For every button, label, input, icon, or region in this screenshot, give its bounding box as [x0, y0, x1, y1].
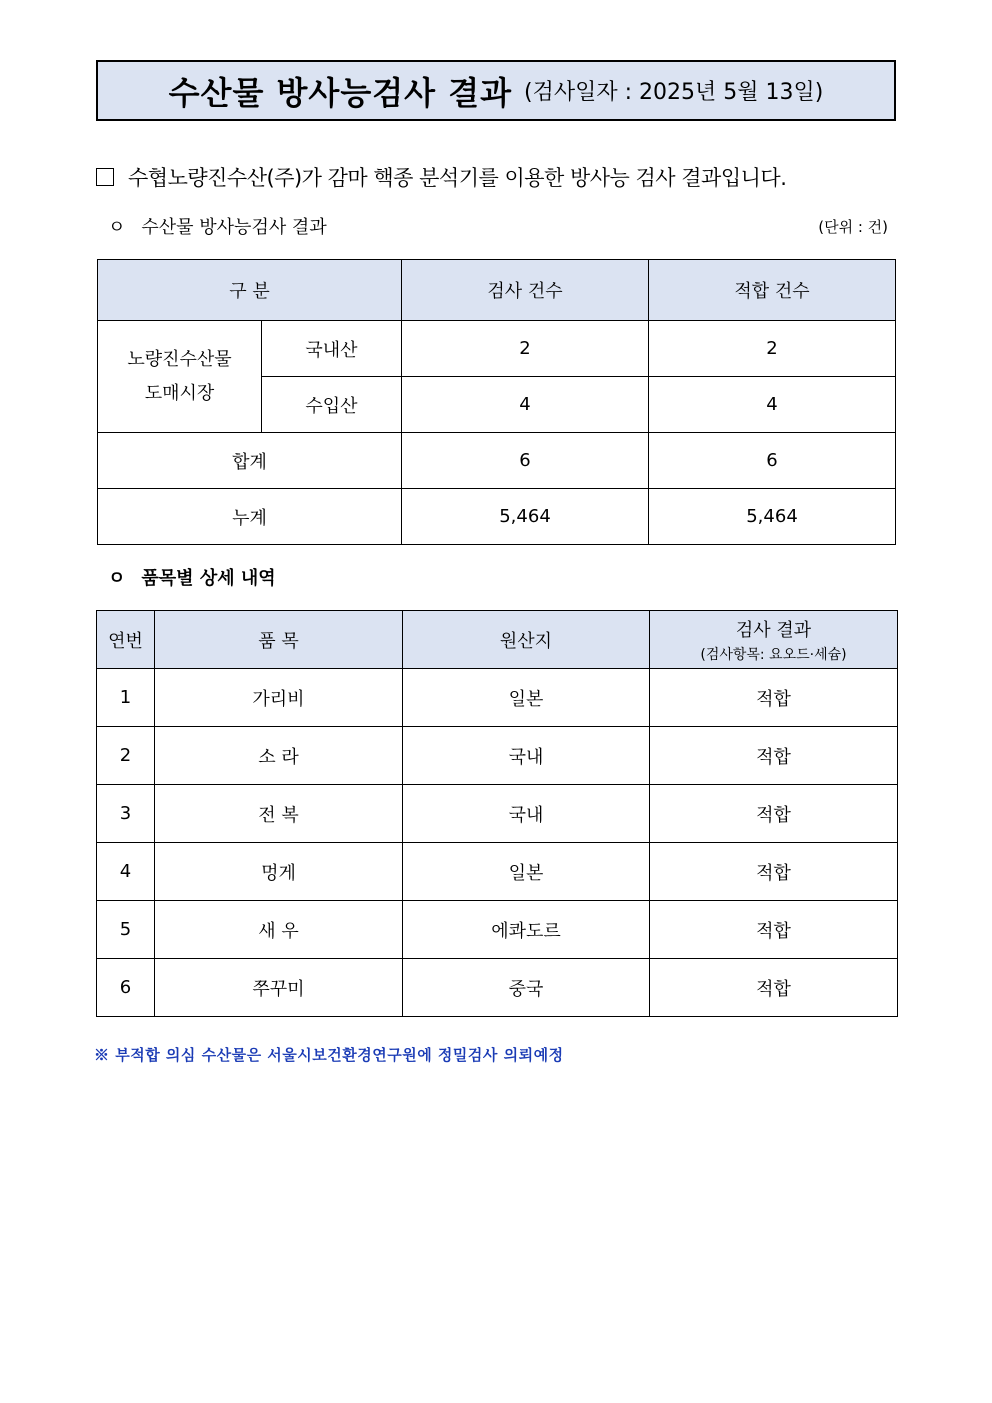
row-label: 수입산	[262, 377, 402, 433]
footnote: ※ 부적합 의심 수산물은 서울시보건환경연구원에 정밀검사 의뢰예정	[94, 1046, 564, 1064]
unit-label: (단위 : 건)	[818, 218, 888, 236]
row-no: 1	[97, 669, 155, 727]
row-label: 국내산	[262, 321, 402, 377]
table-header-row	[97, 611, 898, 669]
section-title: 수산물 방사능검사 결과	[141, 217, 327, 238]
table-row	[97, 843, 898, 901]
intro-line	[96, 162, 786, 192]
section-title: 품목별 상세 내역	[141, 568, 276, 589]
row-result: 적합	[650, 669, 898, 727]
row-result: 적합	[650, 959, 898, 1017]
row-item: 멍게	[155, 843, 403, 901]
row-item: 소 라	[155, 727, 403, 785]
row-origin: 일본	[403, 843, 650, 901]
row-item: 새 우	[155, 901, 403, 959]
page-title: 수산물 방사능검사 결과	[168, 73, 513, 112]
row-item: 전 복	[155, 785, 403, 843]
row-no: 6	[97, 959, 155, 1017]
header-result-label: 검사 결과	[735, 619, 812, 641]
section-heading-details	[108, 564, 276, 590]
header-result	[650, 611, 898, 669]
total-tested: 6	[402, 433, 649, 489]
row-origin: 일본	[403, 669, 650, 727]
intro-text: 수협노량진수산(주)가 감마 핵종 분석기를 이용한 방사능 검사 결과입니다.	[128, 166, 787, 190]
header-result-note: (검사항목: 요오드·세슘)	[700, 646, 847, 663]
passed-count: 2	[649, 321, 896, 377]
header-passed: 적합 건수	[649, 260, 896, 321]
header-no: 연번	[97, 611, 155, 669]
total-passed: 6	[649, 433, 896, 489]
cumulative-row	[98, 489, 896, 545]
tested-count: 2	[402, 321, 649, 377]
row-no: 4	[97, 843, 155, 901]
market-name: 노량진수산물 도매시장	[98, 321, 262, 433]
row-no: 3	[97, 785, 155, 843]
table-row	[97, 669, 898, 727]
detail-table	[96, 610, 898, 1017]
row-item: 쭈꾸미	[155, 959, 403, 1017]
cumulative-passed: 5,464	[649, 489, 896, 545]
row-origin: 에콰도르	[403, 901, 650, 959]
header-category: 구 분	[98, 260, 402, 321]
cumulative-label: 누계	[98, 489, 402, 545]
header-tested: 검사 건수	[402, 260, 649, 321]
row-origin: 국내	[403, 785, 650, 843]
row-origin: 국내	[403, 727, 650, 785]
table-row	[97, 959, 898, 1017]
table-row	[97, 727, 898, 785]
summary-table	[97, 259, 896, 545]
header-item: 품 목	[155, 611, 403, 669]
row-origin: 중국	[403, 959, 650, 1017]
circle-bullet-icon: ㅇ	[108, 217, 126, 238]
total-row	[98, 433, 896, 489]
total-label: 합계	[98, 433, 402, 489]
passed-count: 4	[649, 377, 896, 433]
circle-bullet-icon: ㅇ	[108, 568, 126, 589]
row-no: 2	[97, 727, 155, 785]
row-no: 5	[97, 901, 155, 959]
table-row	[97, 901, 898, 959]
checkbox-icon	[96, 168, 114, 186]
row-result: 적합	[650, 785, 898, 843]
table-header-row	[98, 260, 896, 321]
cumulative-tested: 5,464	[402, 489, 649, 545]
row-result: 적합	[650, 901, 898, 959]
section-heading-results	[108, 213, 327, 239]
inspection-date: (검사일자 : 2025년 5월 13일)	[524, 80, 824, 105]
title-box	[96, 60, 896, 121]
row-result: 적합	[650, 843, 898, 901]
row-item: 가리비	[155, 669, 403, 727]
header-origin: 원산지	[403, 611, 650, 669]
row-result: 적합	[650, 727, 898, 785]
table-row	[98, 321, 896, 377]
table-row	[97, 785, 898, 843]
tested-count: 4	[402, 377, 649, 433]
